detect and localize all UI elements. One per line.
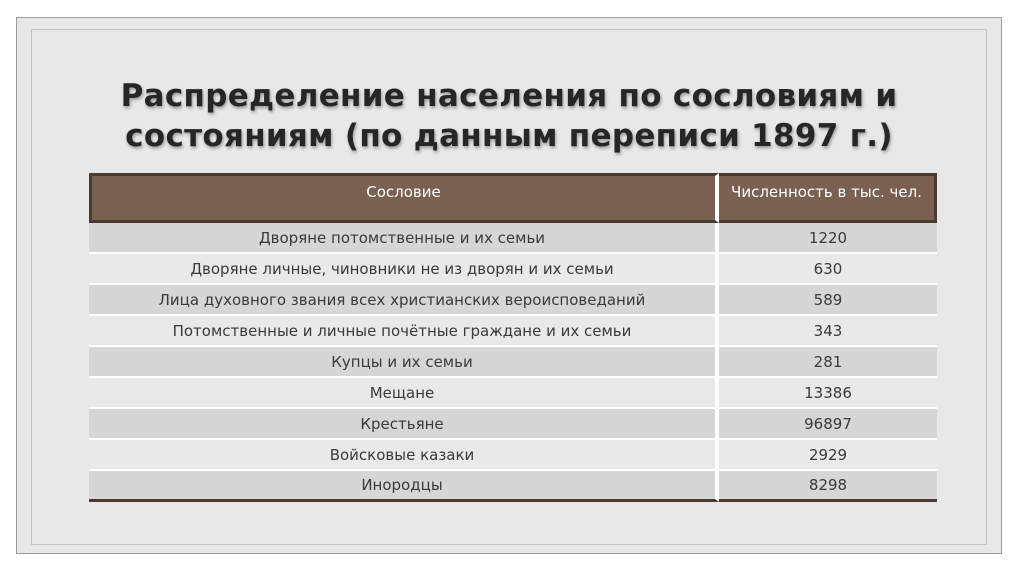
population-cell: 630 xyxy=(719,254,937,285)
estate-cell: Крестьяне xyxy=(89,409,719,440)
population-cell: 96897 xyxy=(719,409,937,440)
slide-title-line-1: Распределение населения по сословиям и xyxy=(120,78,898,114)
table-row xyxy=(89,316,937,347)
header-population: Численность в тыс. чел. xyxy=(719,173,937,223)
estate-cell: Дворяне потомственные и их семьи xyxy=(89,223,719,254)
slide-title-line-2: состояниям (по данным переписи 1897 г.) xyxy=(125,118,893,154)
slide-title xyxy=(17,76,1001,156)
table-row xyxy=(89,409,937,440)
estate-cell: Дворяне личные, чиновники не из дворян и их семьи xyxy=(89,254,719,285)
estate-cell: Инородцы xyxy=(89,471,719,502)
estate-cell: Купцы и их семьи xyxy=(89,347,719,378)
table-row xyxy=(89,254,937,285)
table-row xyxy=(89,378,937,409)
table-row xyxy=(89,285,937,316)
table-row xyxy=(89,223,937,254)
population-cell: 589 xyxy=(719,285,937,316)
table-row xyxy=(89,347,937,378)
header-estate: Сословие xyxy=(89,173,719,223)
table-row xyxy=(89,471,937,502)
estate-cell: Мещане xyxy=(89,378,719,409)
estate-cell: Войсковые казаки xyxy=(89,440,719,471)
population-cell: 281 xyxy=(719,347,937,378)
population-cell: 1220 xyxy=(719,223,937,254)
population-cell: 343 xyxy=(719,316,937,347)
estate-cell: Лица духовного звания всех христианских вероисповеданий xyxy=(89,285,719,316)
population-cell: 2929 xyxy=(719,440,937,471)
table-header-row xyxy=(89,173,937,223)
table-row xyxy=(89,440,937,471)
population-cell: 8298 xyxy=(719,471,937,502)
population-table xyxy=(89,173,937,502)
population-cell: 13386 xyxy=(719,378,937,409)
estate-cell: Потомственные и личные почётные граждане и их семьи xyxy=(89,316,719,347)
